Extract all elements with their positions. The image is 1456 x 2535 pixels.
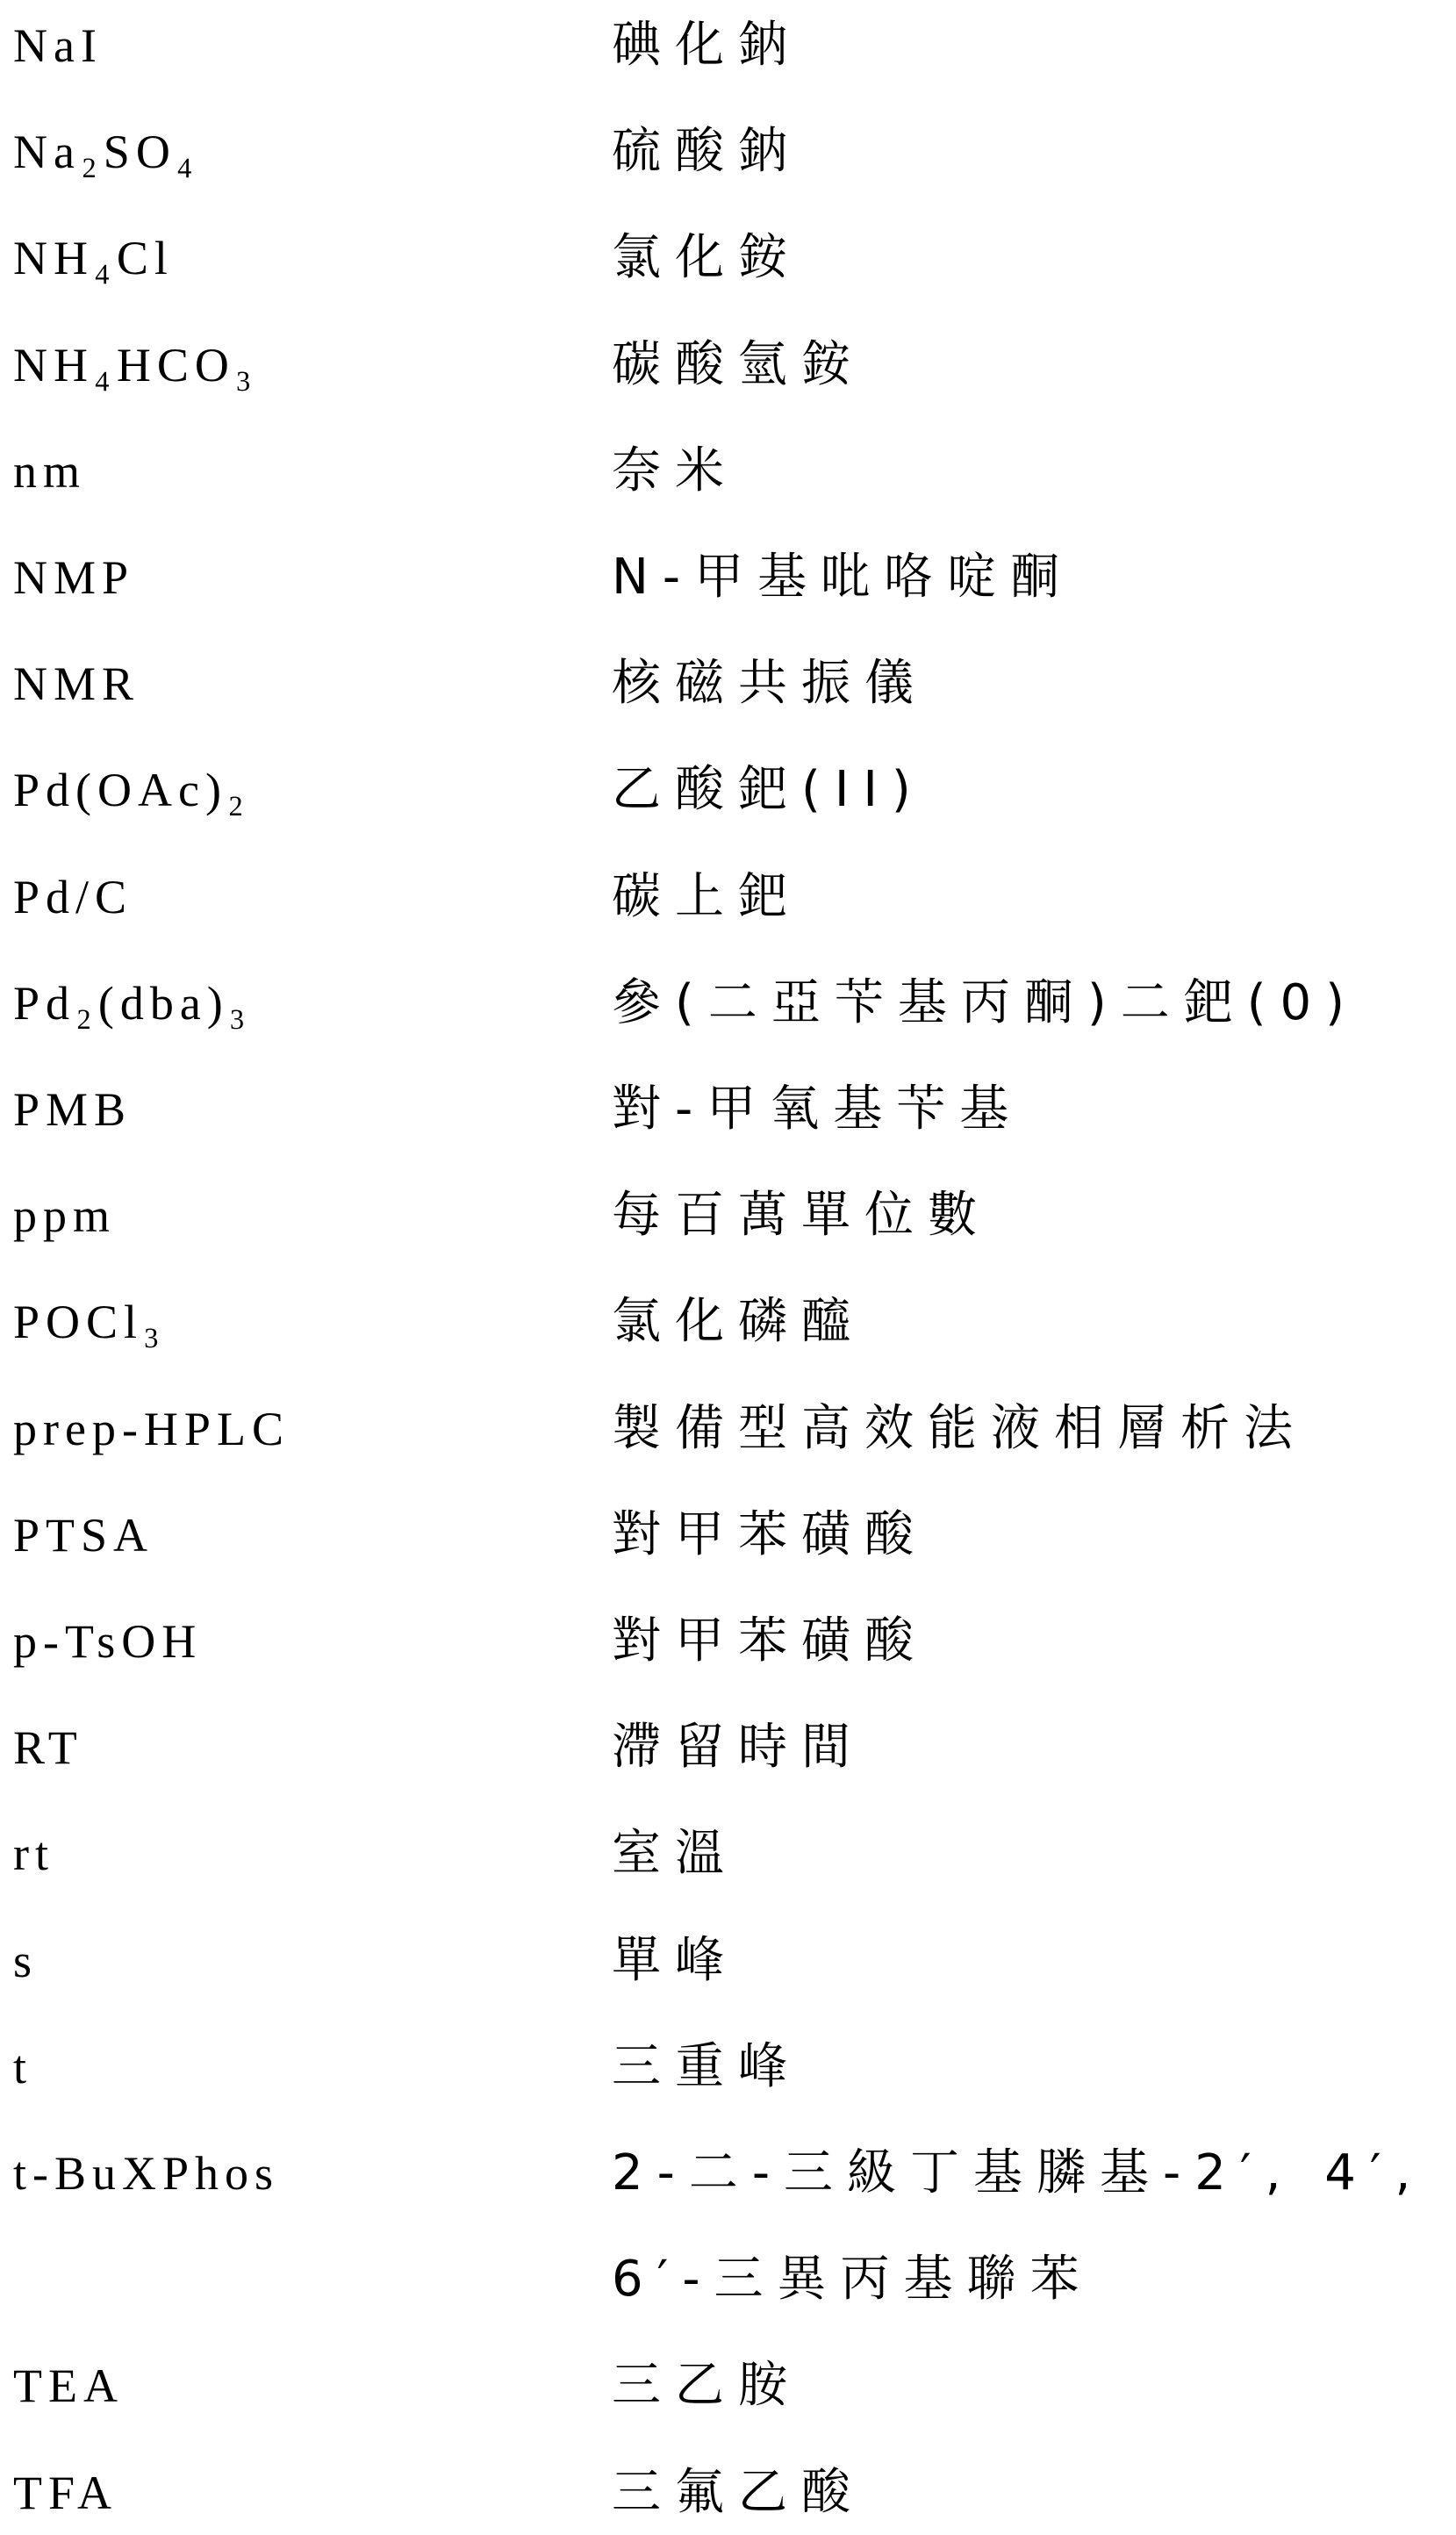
- abbreviation: p-TsOH: [13, 1606, 202, 1677]
- abbreviation: prep-HPLC: [13, 1394, 290, 1464]
- abbreviation: Pd₂(dba)₃: [13, 968, 252, 1038]
- definition: 室溫: [612, 1819, 738, 1889]
- definition: 硫酸鈉: [612, 117, 801, 187]
- abbreviation: NH₄Cl: [13, 223, 174, 293]
- abbreviation: NMP: [13, 542, 134, 613]
- abbreviation-row: [0, 11, 1456, 81]
- abbreviation: s: [13, 1926, 38, 1996]
- definition: 三乙胺: [612, 2351, 801, 2421]
- definition: 製備型高效能液相層析法: [612, 1394, 1307, 1464]
- abbreviation-row: [0, 2244, 1456, 2315]
- definition: 碳酸氫銨: [612, 330, 864, 400]
- definition: 對甲苯磺酸: [612, 1500, 928, 1570]
- abbreviation-row: [0, 1713, 1456, 1783]
- abbreviation: Pd(OAc)₂: [13, 755, 250, 825]
- definition: 對-甲氧基苄基: [612, 1074, 1022, 1145]
- definition: 碘化鈉: [612, 11, 801, 81]
- abbreviation-row: [0, 1819, 1456, 1889]
- abbreviation-row: [0, 755, 1456, 825]
- abbreviation-row: [0, 330, 1456, 400]
- abbreviation-row: [0, 542, 1456, 613]
- abbreviation-row: [0, 649, 1456, 719]
- definition: 參(二亞苄基丙酮)二鈀(0): [612, 968, 1359, 1038]
- definition: 6′-三異丙基聯苯: [612, 2244, 1094, 2315]
- abbreviation: PMB: [13, 1074, 132, 1145]
- definition: 三氟乙酸: [612, 2458, 864, 2528]
- definition: N-甲基吡咯啶酮: [612, 542, 1073, 613]
- definition: 奈米: [612, 436, 738, 506]
- abbreviation: POCl₃: [13, 1287, 166, 1357]
- definition: 氯化磷醯: [612, 1287, 864, 1357]
- abbreviation: NaI: [13, 11, 103, 81]
- abbreviation-row: [0, 1287, 1456, 1357]
- definition: 碳上鈀: [612, 862, 801, 932]
- abbreviation: Na₂SO₄: [13, 117, 199, 187]
- abbreviation-row: [0, 223, 1456, 293]
- abbreviation: NMR: [13, 649, 140, 719]
- abbreviation: RT: [13, 1713, 83, 1783]
- abbreviation-row: [0, 1926, 1456, 1996]
- abbreviation-row: [0, 1606, 1456, 1677]
- definition: 核磁共振儀: [612, 649, 928, 719]
- abbreviation-row: [0, 2032, 1456, 2102]
- abbreviation-row: [0, 436, 1456, 506]
- abbreviation-row: [0, 1074, 1456, 1145]
- abbreviation: rt: [13, 1819, 54, 1889]
- abbreviation-row: [0, 1394, 1456, 1464]
- abbreviation: nm: [13, 436, 86, 506]
- abbreviation: ppm: [13, 1181, 116, 1251]
- abbreviation: NH₄HCO₃: [13, 330, 258, 400]
- definition: 2-二-三級丁基膦基-2′, 4′,: [612, 2138, 1424, 2208]
- abbreviation: TFA: [13, 2458, 118, 2528]
- abbreviation-row: [0, 1181, 1456, 1251]
- abbreviation: Pd/C: [13, 862, 133, 932]
- abbreviation-row: [0, 117, 1456, 187]
- abbreviation: TEA: [13, 2351, 124, 2421]
- abbreviation-row: [0, 2458, 1456, 2528]
- abbreviation: t: [13, 2032, 32, 2102]
- abbreviation-row: [0, 2138, 1456, 2208]
- abbreviation-row: [0, 968, 1456, 1038]
- abbreviation-row: [0, 862, 1456, 932]
- definition: 滯留時間: [612, 1713, 864, 1783]
- definition: 氯化銨: [612, 223, 801, 293]
- abbreviation: t-BuXPhos: [13, 2138, 279, 2208]
- definition: 單峰: [612, 1926, 738, 1996]
- abbreviation-row: [0, 1500, 1456, 1570]
- definition: 對甲苯磺酸: [612, 1606, 928, 1677]
- abbreviation-row: [0, 2351, 1456, 2421]
- definition: 每百萬單位數: [612, 1181, 991, 1251]
- definition: 乙酸鈀(II): [612, 755, 925, 825]
- definition: 三重峰: [612, 2032, 801, 2102]
- abbreviation: PTSA: [13, 1500, 154, 1570]
